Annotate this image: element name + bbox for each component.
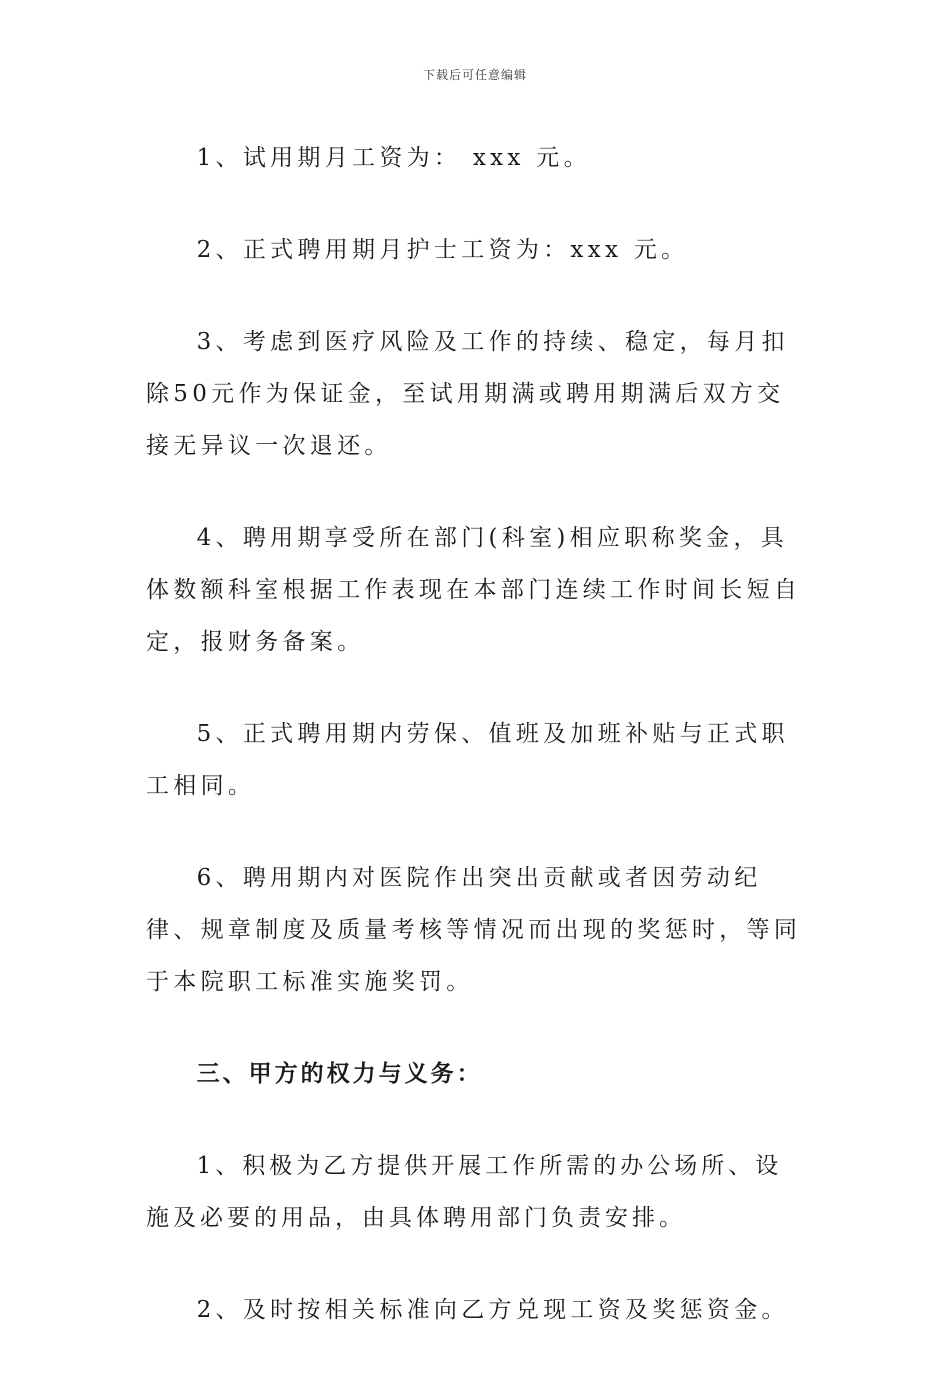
paragraph-bonus: 4、聘用期享受所在部门(科室)相应职称奖金，具体数额科室根据工作表现在本部门连续工作时间长短自定，报财务备案。: [146, 525, 802, 655]
paragraph-rewards-penalties: 6、聘用期内对医院作出突出贡献或者因劳动纪律、规章制度及质量考核等情况而出现的奖惩时，等同于本院职工标准实施奖罚。: [146, 865, 802, 995]
paragraph-trial-salary: 1、试用期月工资为： xxx 元。: [196, 145, 591, 171]
document-body: [146, 132, 806, 1376]
paragraph-allowance: 5、正式聘用期内劳保、值班及加班补贴与正式职工相同。: [146, 721, 789, 799]
header-note: 下载后可任意编辑: [422, 68, 527, 82]
paragraph-payment: 2、及时按相关标准向乙方兑现工资及奖惩资金。: [196, 1297, 789, 1323]
paragraph-formal-salary: 2、正式聘用期月护士工资为：xxx 元。: [196, 237, 689, 263]
section-heading: 三、甲方的权力与义务：: [196, 1061, 483, 1087]
paragraph-deposit: 3、考虑到医疗风险及工作的持续、稳定，每月扣除50元作为保证金，至试用期满或聘用期满后双方交接无异议一次退还。: [146, 329, 789, 459]
paragraph-office-support: 1、积极为乙方提供开展工作所需的办公场所、设施及必要的用品，由具体聘用部门负责安排。: [146, 1153, 783, 1231]
